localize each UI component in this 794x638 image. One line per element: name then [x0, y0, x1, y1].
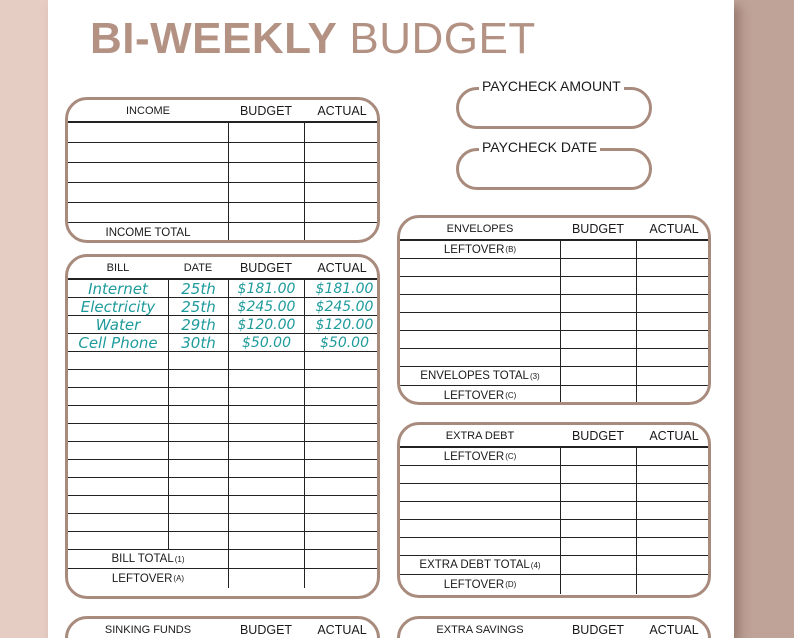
- paycheck-date-field[interactable]: [456, 139, 652, 190]
- income-col-header: INCOME: [126, 105, 170, 117]
- extra-debt-row[interactable]: [400, 520, 708, 538]
- bill-row[interactable]: [68, 406, 377, 424]
- extra-debt-header: [400, 425, 708, 446]
- date-col-header: DATE: [183, 262, 213, 274]
- paycheck-amount-label: PAYCHECK AMOUNT: [479, 78, 624, 94]
- envelopes-grid: [400, 239, 708, 405]
- bill-actual: $245.00: [315, 298, 374, 315]
- extra-savings-actual-header: ACTUAL: [649, 623, 699, 637]
- sinking-funds-budget-header: BUDGET: [239, 623, 293, 637]
- envelopes-header: [400, 218, 708, 239]
- income-grid: [68, 121, 377, 243]
- bill-row[interactable]: [68, 352, 377, 370]
- bill-date: 25th: [181, 298, 216, 315]
- bill-date: 30th: [181, 334, 216, 351]
- budget-sheet: [48, 0, 734, 638]
- bill-row[interactable]: [68, 388, 377, 406]
- bill-row[interactable]: [68, 442, 377, 460]
- envelope-row[interactable]: [400, 313, 708, 331]
- bill-name: Electricity: [80, 298, 156, 315]
- bill-row[interactable]: [68, 370, 377, 388]
- extra-savings-col-header: EXTRA SAVINGS: [436, 624, 524, 636]
- paycheck-date-label: PAYCHECK DATE: [479, 139, 600, 155]
- bill-budget: $245.00: [237, 298, 296, 315]
- bill-date: 25th: [181, 280, 216, 297]
- envelopes-total-label: ENVELOPES TOTAL (3): [420, 370, 540, 382]
- title-light: BUDGET: [349, 14, 536, 63]
- extra-savings-table: [397, 616, 711, 638]
- extra-debt-grid: [400, 446, 708, 594]
- income-budget-header: BUDGET: [239, 104, 293, 118]
- bill-budget: $50.00: [242, 334, 291, 351]
- envelopes-leftover-in-label: LEFTOVER (B): [443, 243, 517, 256]
- bill-row[interactable]: [68, 496, 377, 514]
- income-row[interactable]: [68, 183, 377, 203]
- envelope-row[interactable]: [400, 259, 708, 277]
- page-title: [90, 14, 536, 64]
- bills-header: [68, 257, 377, 278]
- bill-budget: $120.00: [237, 316, 296, 333]
- envelopes-actual-header: ACTUAL: [649, 222, 699, 236]
- extra-debt-leftover-label: LEFTOVER (D): [443, 578, 517, 591]
- extra-debt-leftover-in-label: LEFTOVER (C): [443, 450, 517, 463]
- extra-debt-total-row[interactable]: [400, 556, 708, 575]
- income-row[interactable]: [68, 143, 377, 163]
- extra-debt-total-label: EXTRA DEBT TOTAL (4): [419, 559, 541, 571]
- extra-savings-budget-header: BUDGET: [571, 623, 625, 637]
- income-total-label: INCOME TOTAL: [105, 227, 191, 239]
- bill-row[interactable]: [68, 478, 377, 496]
- envelope-row[interactable]: [400, 331, 708, 349]
- bills-table: [65, 254, 380, 599]
- bills-grid: [68, 278, 377, 588]
- background-left: [0, 0, 48, 638]
- extra-debt-row[interactable]: [400, 484, 708, 502]
- bill-total-label: BILL TOTAL (1): [111, 553, 185, 565]
- envelope-row[interactable]: [400, 349, 708, 367]
- bill-col-header: BILL: [106, 262, 130, 274]
- bill-name: Internet: [88, 280, 148, 297]
- income-row[interactable]: [68, 163, 377, 183]
- extra-debt-col-header: EXTRA DEBT: [445, 430, 515, 442]
- title-bold: BI-WEEKLY: [90, 14, 338, 63]
- bill-actual: $50.00: [320, 334, 369, 351]
- paycheck-amount-field[interactable]: [456, 78, 652, 129]
- envelopes-budget-header: BUDGET: [571, 222, 625, 236]
- envelope-row[interactable]: [400, 277, 708, 295]
- envelopes-total-row[interactable]: [400, 367, 708, 386]
- bill-budget: $181.00: [237, 280, 296, 297]
- income-actual-header: ACTUAL: [317, 104, 367, 118]
- extra-debt-table: [397, 422, 711, 598]
- bill-leftover-row[interactable]: [68, 569, 377, 588]
- envelopes-leftover-label: LEFTOVER (C): [443, 389, 517, 402]
- extra-debt-actual-header: ACTUAL: [649, 429, 699, 443]
- income-row[interactable]: [68, 203, 377, 223]
- sinking-funds-header: [68, 619, 377, 638]
- extra-debt-leftover-row[interactable]: [400, 575, 708, 594]
- envelopes-col-header: ENVELOPES: [446, 223, 514, 235]
- bill-row[interactable]: [68, 460, 377, 478]
- envelopes-leftover-in-row[interactable]: [400, 241, 708, 259]
- bill-row[interactable]: [68, 514, 377, 532]
- bills-actual-header: ACTUAL: [317, 261, 367, 275]
- envelope-row[interactable]: [400, 295, 708, 313]
- bill-total-row[interactable]: [68, 550, 377, 569]
- envelopes-leftover-row[interactable]: [400, 386, 708, 405]
- sinking-funds-col-header: SINKING FUNDS: [104, 624, 192, 636]
- extra-debt-budget-header: BUDGET: [571, 429, 625, 443]
- sinking-funds-table: [65, 616, 380, 638]
- income-table: [65, 97, 380, 243]
- extra-debt-row[interactable]: [400, 466, 708, 484]
- bill-row[interactable]: [68, 298, 377, 316]
- envelopes-table: [397, 215, 711, 405]
- extra-debt-row[interactable]: [400, 502, 708, 520]
- extra-debt-leftover-in-row[interactable]: [400, 448, 708, 466]
- bill-actual: $120.00: [315, 316, 374, 333]
- bill-row[interactable]: [68, 316, 377, 334]
- bill-date: 29th: [181, 316, 216, 333]
- sinking-funds-actual-header: ACTUAL: [317, 623, 367, 637]
- bill-leftover-label: LEFTOVER (A): [111, 572, 185, 585]
- extra-debt-row[interactable]: [400, 538, 708, 556]
- extra-savings-header: [400, 619, 708, 638]
- income-row[interactable]: [68, 123, 377, 143]
- income-header: [68, 100, 377, 121]
- income-total-row[interactable]: [68, 223, 377, 243]
- bills-budget-header: BUDGET: [239, 261, 293, 275]
- bill-row[interactable]: [68, 334, 377, 352]
- background-right: [734, 0, 794, 638]
- bill-name: Cell Phone: [78, 334, 158, 351]
- bill-row[interactable]: [68, 424, 377, 442]
- bill-name: Water: [95, 316, 141, 333]
- bill-row[interactable]: [68, 532, 377, 550]
- bill-row[interactable]: [68, 280, 377, 298]
- bill-actual: $181.00: [315, 280, 374, 297]
